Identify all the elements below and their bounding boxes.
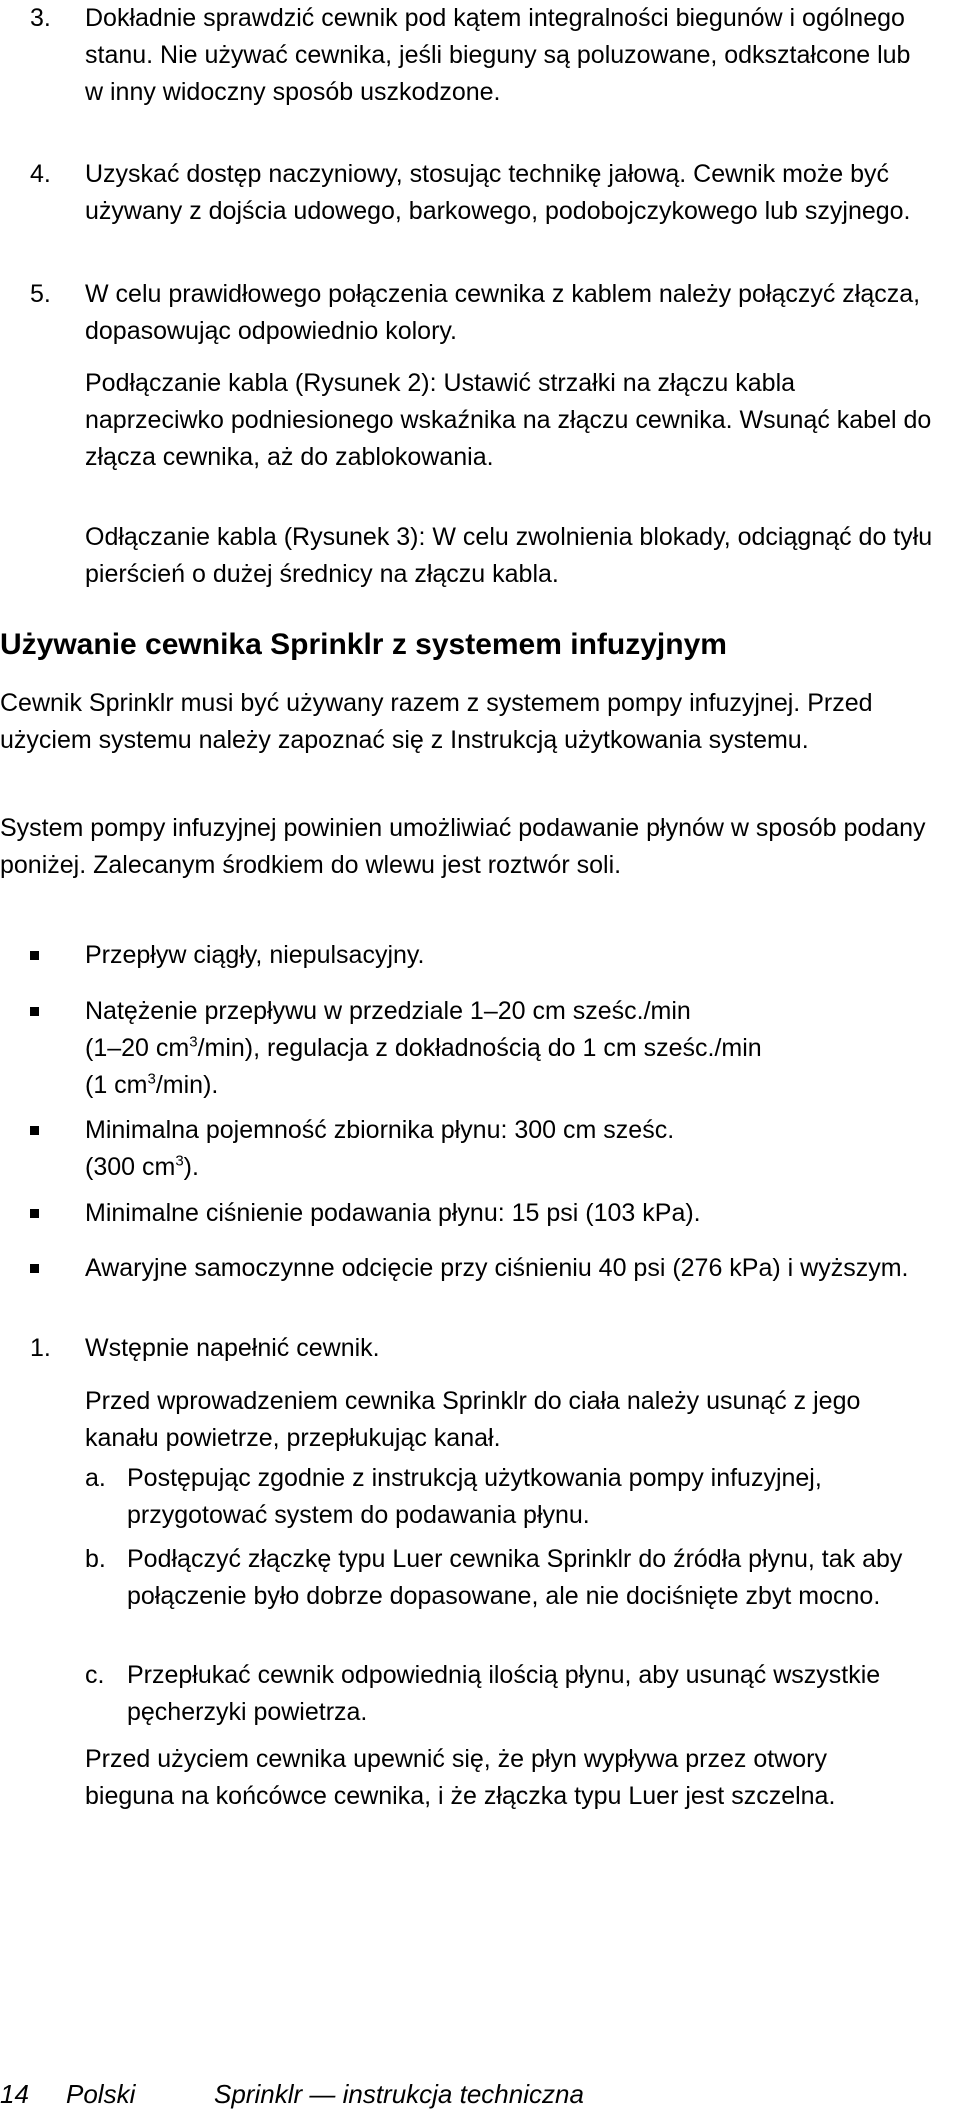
bullet-item (30, 937, 930, 974)
section-paragraph-2: System pompy infuzyjnej powinien umożliwiać podawanie płynów w sposób podany poniżej. Zalecanym środkiem do wlewu jest roztwór soli. (0, 814, 926, 879)
bullet-text: Minimalne ciśnienie podawania płynu: 15 psi (103 kPa). (85, 1199, 701, 1227)
bullet-square-icon (30, 1264, 39, 1273)
step-1 (30, 1330, 930, 1367)
section-heading: Używanie cewnika Sprinklr z systemem infuzyjnym (0, 628, 727, 661)
bullet-item (30, 1250, 940, 1287)
bullet-square-icon (30, 951, 39, 960)
page-footer (0, 2078, 584, 2110)
bullet-text: Przepływ ciągły, niepulsacyjny. (85, 941, 425, 969)
sub-step-text: Podłączyć złączkę typu Luer cewnika Sprinklr do źródła płynu, tak aby połączenie było dobrze dopasowane, ale nie dociśnięte zbyt mocno. (127, 1545, 903, 1610)
cable-disconnect-paragraph: Odłączanie kabla (Rysunek 3): W celu zwolnienia blokady, odciągnąć do tyłu pierścień o dużej średnicy na złączu kabla. (85, 523, 933, 588)
footer-page-number: 14 (0, 2079, 29, 2109)
text-segment: (300 cm (85, 1153, 176, 1181)
sub-step-letter: c. (85, 1661, 105, 1689)
footer-document-title: Sprinklr — instrukcja techniczna (214, 2079, 584, 2109)
list-number: 5. (30, 280, 51, 308)
text-segment: /min), regulacja z dokładnością do 1 cm sześc./min (197, 1034, 762, 1062)
step-1-intro: Przed wprowadzeniem cewnika Sprinklr do ciała należy usunąć z jego kanału powietrze, przepłukując kanał. (85, 1387, 861, 1452)
text-segment: (1 cm (85, 1071, 148, 1099)
step-title: Wstępnie napełnić cewnik. (85, 1334, 380, 1362)
list-item-4 (30, 156, 935, 230)
superscript: 3 (189, 1033, 198, 1051)
bullet-line (85, 1030, 930, 1067)
bullet-item (30, 993, 930, 1104)
sub-step-b (85, 1541, 945, 1615)
bullet-square-icon (30, 1126, 39, 1135)
bullet-line: Minimalna pojemność zbiornika płynu: 300 cm sześc. (85, 1116, 675, 1144)
bullet-text (85, 993, 930, 1104)
superscript: 3 (147, 1070, 156, 1088)
list-item-3 (30, 0, 935, 111)
sub-step-a (85, 1460, 895, 1534)
bullet-line: Natężenie przepływu w przedziale 1–20 cm sześc./min (85, 997, 691, 1025)
cable-connect-paragraph: Podłączanie kabla (Rysunek 2): Ustawić strzałki na złączu kabla naprzeciwko podniesionego wskaźnika na złączu cewnika. Wsunąć kabel do złącza cewnika, aż do zablokowania. (85, 369, 932, 471)
sub-step-letter: a. (85, 1464, 106, 1492)
text-segment: ). (183, 1153, 199, 1181)
bullet-square-icon (30, 1209, 39, 1218)
list-item-5 (30, 276, 935, 350)
superscript: 3 (175, 1152, 184, 1170)
sub-step-letter: b. (85, 1545, 106, 1573)
bullet-text (85, 1112, 930, 1186)
list-item-text: Uzyskać dostęp naczyniowy, stosując technikę jałową. Cewnik może być używany z dojścia udowego, barkowego, podobojczykowego lub szyjnego. (85, 160, 911, 225)
bullet-item (30, 1195, 930, 1232)
step-number: 1. (30, 1334, 51, 1362)
sub-step-text: Przepłukać cewnik odpowiednią ilością płynu, aby usunąć wszystkie pęcherzyki powietrza. (127, 1661, 881, 1726)
bullet-text: Awaryjne samoczynne odcięcie przy ciśnieniu 40 psi (276 kPa) i wyższym. (85, 1254, 909, 1282)
section-paragraph-1: Cewnik Sprinklr musi być używany razem z systemem pompy infuzyjnej. Przed użyciem systemu należy zapoznać się z Instrukcją użytkowania systemu. (0, 689, 873, 754)
text-segment: /min). (155, 1071, 219, 1099)
step-1-closing: Przed użyciem cewnika upewnić się, że płyn wypływa przez otwory bieguna na końcówce cewnika, i że złączka typu Luer jest szczelna. (85, 1745, 836, 1810)
text-segment: (1–20 cm (85, 1034, 190, 1062)
list-item-text: W celu prawidłowego połączenia cewnika z kablem należy połączyć złącza, dopasowując odpowiednio kolory. (85, 280, 921, 345)
list-number: 4. (30, 160, 51, 188)
bullet-line (85, 1149, 930, 1186)
sub-step-c (85, 1657, 945, 1731)
bullet-line (85, 1067, 930, 1104)
list-item-text: Dokładnie sprawdzić cewnik pod kątem integralności biegunów i ogólnego stanu. Nie używać cewnika, jeśli bieguny są poluzowane, odkształcone lub w inny widoczny sposób uszkodzone. (85, 4, 911, 106)
bullet-square-icon (30, 1007, 39, 1016)
sub-step-text: Postępując zgodnie z instrukcją użytkowania pompy infuzyjnej, przygotować system do podawania płynu. (127, 1464, 822, 1529)
list-number: 3. (30, 4, 51, 32)
footer-language: Polski (66, 2079, 136, 2109)
bullet-item (30, 1112, 930, 1186)
